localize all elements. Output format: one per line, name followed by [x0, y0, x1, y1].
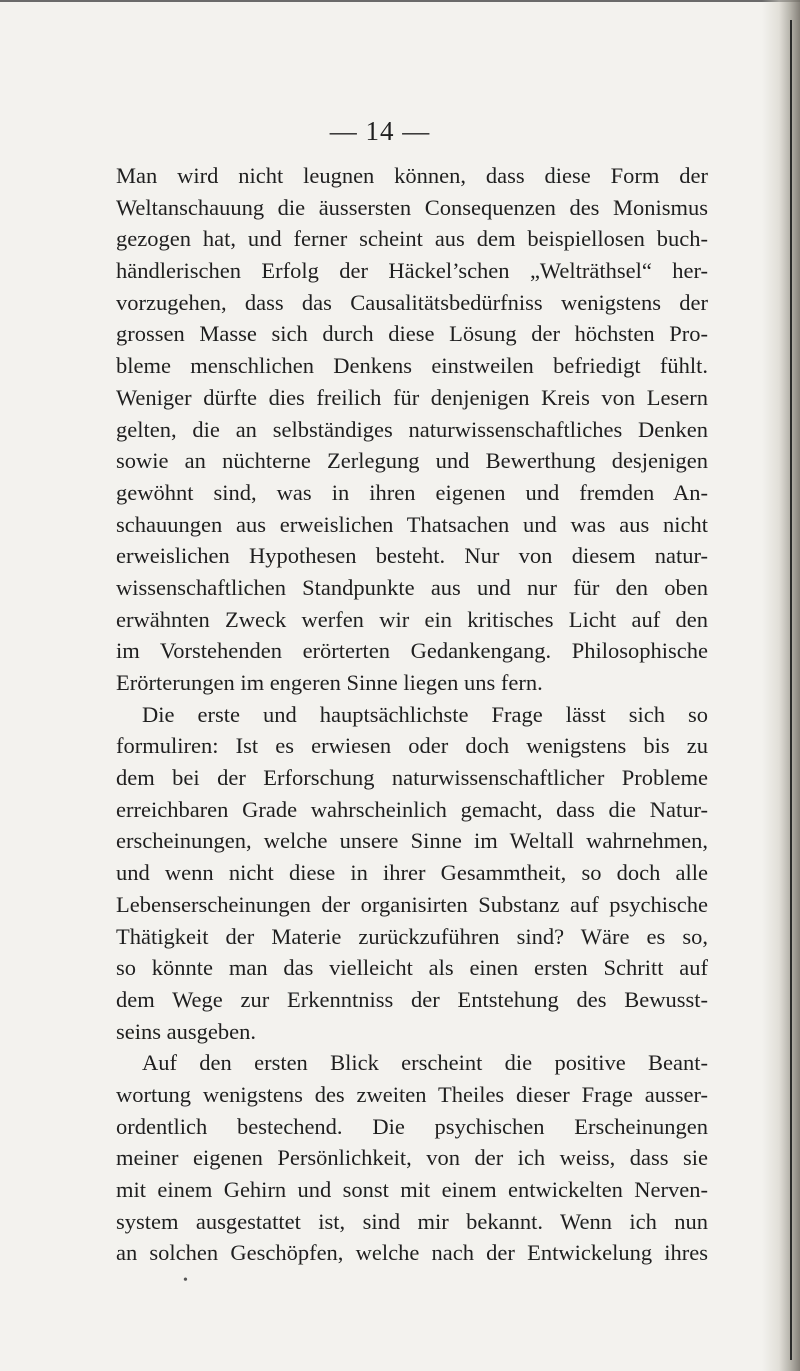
text-line: formuliren: Ist es erwiesen oder doch wenigstens bis zu: [116, 733, 708, 759]
text-line: erreichbaren Grade wahrscheinlich gemacht, dass die Natur-: [116, 796, 708, 822]
text-line: Auf den ersten Blick erscheint die positive Beant-: [142, 1050, 708, 1076]
text-line: Man wird nicht leugnen können, dass diese Form der: [116, 163, 708, 188]
page-number: — 14 —: [329, 116, 431, 146]
page-binding-edge: [790, 20, 792, 1360]
text-line: an solchen Geschöpfen, welche nach der Entwickelung ihres: [116, 1240, 708, 1266]
text-line: grossen Masse sich durch diese Lösung der höchsten Pro-: [116, 321, 708, 347]
text-line: bleme menschlichen Denkens einstweilen befriedigt fühlt.: [116, 353, 708, 379]
text-line: erscheinungen, welche unsere Sinne im Weltall wahrnehmen,: [116, 828, 708, 854]
page-top-edge: [0, 0, 800, 2]
text-line: seins ausgeben.: [116, 1018, 256, 1044]
text-line: schauungen aus erweislichen Thatsachen und was aus nicht: [116, 511, 708, 537]
text-line: ordentlich bestechend. Die psychischen Erscheinungen: [116, 1113, 708, 1139]
text-line: wissenschaftlichen Standpunkte aus und nur für den oben: [116, 574, 708, 600]
text-line: dem Wege zur Erkenntniss der Entstehung des Bewusst-: [116, 986, 708, 1012]
text-line: meiner eigenen Persönlichkeit, von der ich weiss, dass sie: [116, 1145, 708, 1171]
body-text: [116, 160, 708, 1269]
text-line: mit einem Gehirn und sonst mit einem entwickelten Nerven-: [116, 1177, 708, 1202]
text-line: Thätigkeit der Materie zurückzuführen sind? Wäre es so,: [116, 923, 708, 949]
text-line: gezogen hat, und ferner scheint aus dem beispiellosen buch-: [116, 226, 708, 252]
text-line: system ausgestattet ist, sind mir bekannt. Wenn ich nun: [116, 1208, 708, 1234]
text-line: wortung wenigstens des zweiten Theiles dieser Frage ausser-: [116, 1081, 708, 1107]
text-line: und wenn nicht diese in ihrer Gesammtheit, so doch alle: [116, 860, 708, 886]
text-line: Die erste und hauptsächlichste Frage lässt sich so: [142, 701, 708, 727]
page-fold-shadow: [762, 0, 800, 1371]
text-line: so könnte man das vielleicht als einen ersten Schritt auf: [116, 955, 708, 981]
text-line: händlerischen Erfolg der Häckel’schen „Welträthsel“ her-: [116, 258, 708, 284]
ink-speck: •: [183, 1273, 188, 1288]
text-line: vorzugehen, dass das Causalitätsbedürfniss wenigstens der: [116, 289, 708, 315]
text-line: erweislichen Hypothesen besteht. Nur von diesem natur-: [116, 543, 708, 569]
text-line: gelten, die an selbständiges naturwissenschaftliches Denken: [116, 416, 708, 442]
text-line: Erörterungen im engeren Sinne liegen uns fern.: [116, 670, 543, 695]
text-line: erwähnten Zweck werfen wir ein kritisches Licht auf den: [116, 606, 708, 632]
text-line: gewöhnt sind, was in ihren eigenen und fremden An-: [116, 479, 708, 505]
text-line: dem bei der Erforschung naturwissenschaftlicher Probleme: [116, 765, 708, 791]
text-line: Weltanschauung die äussersten Consequenzen des Monismus: [116, 194, 708, 220]
text-line: Weniger dürfte dies freilich für denjenigen Kreis von Lesern: [116, 384, 708, 410]
text-line: Lebenserscheinungen der organisirten Substanz auf psychische: [116, 891, 708, 917]
text-line: im Vorstehenden erörterten Gedankengang. Philosophische: [116, 638, 708, 664]
text-line: sowie an nüchterne Zerlegung und Bewerthung desjenigen: [116, 448, 708, 474]
